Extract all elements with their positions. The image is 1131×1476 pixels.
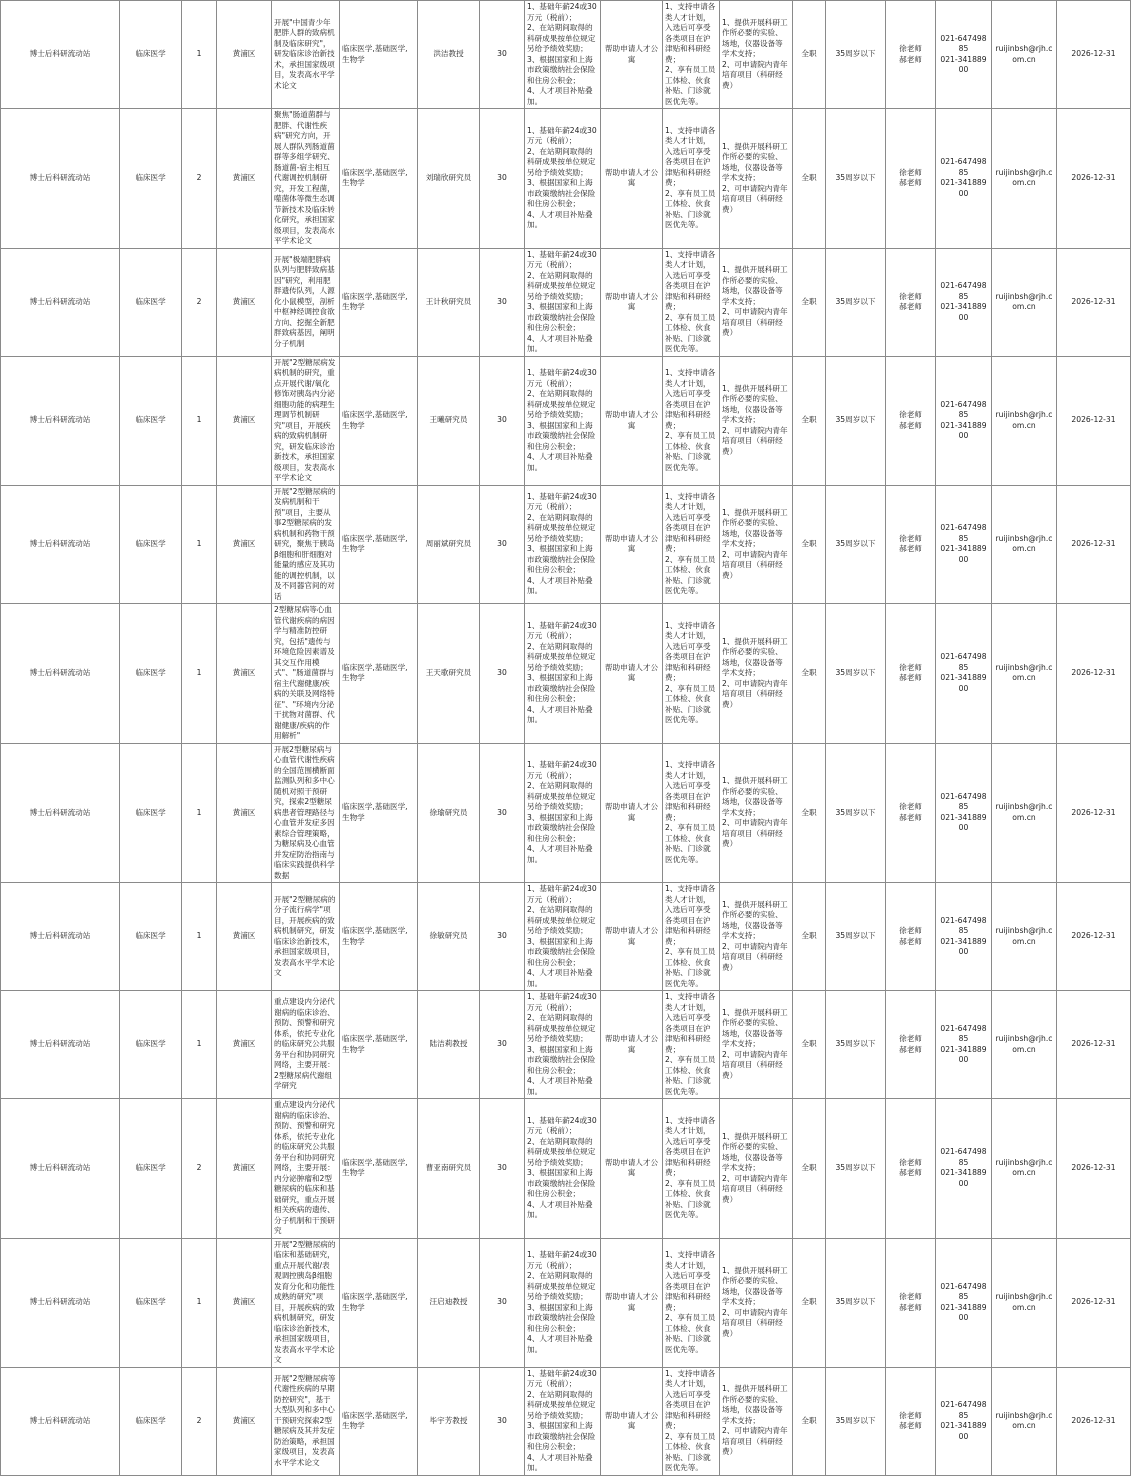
housing-cell: 帮助申请人才公寓 xyxy=(601,1099,663,1239)
deadline-cell: 2026-12-31 xyxy=(1057,356,1131,485)
benefits-cell: 1、支持申请各类人才计划，入选后可享受各类项目在沪津贴和科研经费； 2、享有员工员工体检、伙食补贴、门诊就医优先等。 xyxy=(663,883,720,991)
job-type-cell: 全职 xyxy=(793,1099,826,1239)
support-cell: 1、提供开展科研工作所必要的实验、场地，仪器设备等学术支持； 2、可申请院内青年培育项目（科研经费） xyxy=(720,1238,793,1367)
salary-num-cell: 30 xyxy=(480,743,525,883)
pay-cell: 1、基础年薪24或30万元（税前）； 2、在站期间取得的科研成果按单位规定另给予绩效奖励； 3、根据国家和上海市政策缴纳社会保险和住房公积金； 4、人才项目补贴叠加。 xyxy=(525,109,601,249)
table-row xyxy=(1,883,1131,991)
count-cell: 1 xyxy=(182,1238,217,1367)
tutor-cell: 洪洁教授 xyxy=(418,1,480,109)
deadline-cell: 2026-12-31 xyxy=(1057,248,1131,356)
salary-num-cell: 30 xyxy=(480,485,525,604)
email-cell[interactable]: ruijinbsh@rjh.com.cn xyxy=(992,109,1057,249)
count-cell: 1 xyxy=(182,604,217,744)
table-row xyxy=(1,109,1131,249)
station-cell: 博士后科研流动站 xyxy=(1,485,120,604)
project-cell: 开展"极端肥胖病队列与肥胖致病基因"研究，利用肥胖遗传队列，人源化小鼠模型，剖析中枢神经调控食欲方向、挖掘全新肥胖致病基因，阐明分子机制 xyxy=(272,248,340,356)
district-cell: 黄浦区 xyxy=(217,883,272,991)
phone-cell: 021-64749885 021-34188900 xyxy=(936,109,992,249)
station-cell: 博士后科研流动站 xyxy=(1,109,120,249)
project-cell: 开展"中国青少年肥胖人群的致病机制及临床研究"，研发临床诊治新技术，承担国家级项目，发表高水平学术论文 xyxy=(272,1,340,109)
email-cell[interactable]: ruijinbsh@rjh.com.cn xyxy=(992,485,1057,604)
tutor-cell: 刘瑞欣研究员 xyxy=(418,109,480,249)
field-cell: 临床医学,基础医学,生物学 xyxy=(340,485,418,604)
deadline-cell: 2026-12-31 xyxy=(1057,1,1131,109)
phone-cell: 021-64749885 021-34188900 xyxy=(936,1367,992,1475)
contact-cell: 徐老师 郝老师 xyxy=(886,743,936,883)
housing-cell: 帮助申请人才公寓 xyxy=(601,248,663,356)
salary-num-cell: 30 xyxy=(480,356,525,485)
email-cell[interactable]: ruijinbsh@rjh.com.cn xyxy=(992,356,1057,485)
field-cell: 临床医学,基础医学,生物学 xyxy=(340,1,418,109)
contact-cell: 徐老师 郝老师 xyxy=(886,991,936,1099)
age-cell: 35周岁以下 xyxy=(826,743,886,883)
pay-cell: 1、基础年薪24或30万元（税前）； 2、在站期间取得的科研成果按单位规定另给予绩效奖励； 3、根据国家和上海市政策缴纳社会保险和住房公积金； 4、人才项目补贴叠加。 xyxy=(525,485,601,604)
table-row xyxy=(1,356,1131,485)
job-type-cell: 全职 xyxy=(793,743,826,883)
phone-cell: 021-64749885 021-34188900 xyxy=(936,1099,992,1239)
phone-cell: 021-64749885 021-34188900 xyxy=(936,356,992,485)
district-cell: 黄浦区 xyxy=(217,743,272,883)
district-cell: 黄浦区 xyxy=(217,1367,272,1475)
deadline-cell: 2026-12-31 xyxy=(1057,485,1131,604)
benefits-cell: 1、支持申请各类人才计划，入选后可享受各类项目在沪津贴和科研经费； 2、享有员工员工体检、伙食补贴、门诊就医优先等。 xyxy=(663,1099,720,1239)
phone-cell: 021-64749885 021-34188900 xyxy=(936,1238,992,1367)
job-type-cell: 全职 xyxy=(793,1,826,109)
discipline-cell: 临床医学 xyxy=(120,1367,182,1475)
support-cell: 1、提供开展科研工作所必要的实验、场地，仪器设备等学术支持； 2、可申请院内青年培育项目（科研经费） xyxy=(720,1367,793,1475)
deadline-cell: 2026-12-31 xyxy=(1057,991,1131,1099)
support-cell: 1、提供开展科研工作所必要的实验、场地，仪器设备等学术支持； 2、可申请院内青年培育项目（科研经费） xyxy=(720,883,793,991)
contact-cell: 徐老师 郝老师 xyxy=(886,1,936,109)
deadline-cell: 2026-12-31 xyxy=(1057,1099,1131,1239)
benefits-cell: 1、支持申请各类人才计划，入选后可享受各类项目在沪津贴和科研经费； 2、享有员工员工体检、伙食补贴、门诊就医优先等。 xyxy=(663,485,720,604)
project-cell: 2型糖尿病等心血管代谢疾病的病因学与精准防控研究，包括"遗传与环境危险因素谱及其交互作用模式"、"肠道菌群与宿主代谢健康/疾病的关联及网络特征"、"环境内分泌干扰物对菌群、代谢健康/疾病的作用解析" xyxy=(272,604,340,744)
field-cell: 临床医学,基础医学,生物学 xyxy=(340,604,418,744)
field-cell: 临床医学,基础医学,生物学 xyxy=(340,743,418,883)
pay-cell: 1、基础年薪24或30万元（税前）； 2、在站期间取得的科研成果按单位规定另给予绩效奖励； 3、根据国家和上海市政策缴纳社会保险和住房公积金； 4、人才项目补贴叠加。 xyxy=(525,248,601,356)
phone-cell: 021-64749885 021-34188900 xyxy=(936,991,992,1099)
deadline-cell: 2026-12-31 xyxy=(1057,604,1131,744)
age-cell: 35周岁以下 xyxy=(826,248,886,356)
project-cell: 开展2型糖尿病与心血管代谢性疾病的全国范围横断面监测队列和多中心随机对照干预研究，探索2型糖尿病患者管理路径与心血管并发症多因素综合管理策略，为糖尿病及心血管并发症防治指南与临床实践提供科学数据 xyxy=(272,743,340,883)
job-type-cell: 全职 xyxy=(793,1238,826,1367)
job-type-cell: 全职 xyxy=(793,883,826,991)
benefits-cell: 1、支持申请各类人才计划，入选后可享受各类项目在沪津贴和科研经费； 2、享有员工员工体检、伙食补贴、门诊就医优先等。 xyxy=(663,1367,720,1475)
housing-cell: 帮助申请人才公寓 xyxy=(601,883,663,991)
station-cell: 博士后科研流动站 xyxy=(1,248,120,356)
station-cell: 博士后科研流动站 xyxy=(1,743,120,883)
count-cell: 1 xyxy=(182,991,217,1099)
discipline-cell: 临床医学 xyxy=(120,883,182,991)
salary-num-cell: 30 xyxy=(480,109,525,249)
discipline-cell: 临床医学 xyxy=(120,248,182,356)
housing-cell: 帮助申请人才公寓 xyxy=(601,743,663,883)
tutor-cell: 曹亚南研究员 xyxy=(418,1099,480,1239)
support-cell: 1、提供开展科研工作所必要的实验、场地，仪器设备等学术支持； 2、可申请院内青年培育项目（科研经费） xyxy=(720,1,793,109)
phone-cell: 021-64749885 021-34188900 xyxy=(936,485,992,604)
discipline-cell: 临床医学 xyxy=(120,1,182,109)
district-cell: 黄浦区 xyxy=(217,109,272,249)
pay-cell: 1、基础年薪24或30万元（税前）； 2、在站期间取得的科研成果按单位规定另给予绩效奖励； 3、根据国家和上海市政策缴纳社会保险和住房公积金； 4、人才项目补贴叠加。 xyxy=(525,604,601,744)
table-row xyxy=(1,1099,1131,1239)
age-cell: 35周岁以下 xyxy=(826,485,886,604)
tutor-cell: 王计秋研究员 xyxy=(418,248,480,356)
email-cell[interactable]: ruijinbsh@rjh.com.cn xyxy=(992,883,1057,991)
support-cell: 1、提供开展科研工作所必要的实验、场地，仪器设备等学术支持； 2、可申请院内青年培育项目（科研经费） xyxy=(720,604,793,744)
benefits-cell: 1、支持申请各类人才计划，入选后可享受各类项目在沪津贴和科研经费； 2、享有员工员工体检、伙食补贴、门诊就医优先等。 xyxy=(663,356,720,485)
discipline-cell: 临床医学 xyxy=(120,109,182,249)
contact-cell: 徐老师 郝老师 xyxy=(886,604,936,744)
job-type-cell: 全职 xyxy=(793,356,826,485)
project-cell: 开展"2型糖尿病发病机制的研究，重点开展代谢/氧化修饰对胰岛内分泌细胞功能的病理生理调节机制研究"项目，开展疾病的致病机制研究，研发临床诊治新技术，承担国家级项目，发表高水平学术论文 xyxy=(272,356,340,485)
deadline-cell: 2026-12-31 xyxy=(1057,109,1131,249)
benefits-cell: 1、支持申请各类人才计划，入选后可享受各类项目在沪津贴和科研经费； 2、享有员工员工体检、伙食补贴、门诊就医优先等。 xyxy=(663,604,720,744)
district-cell: 黄浦区 xyxy=(217,1099,272,1239)
table-row xyxy=(1,743,1131,883)
benefits-cell: 1、支持申请各类人才计划，入选后可享受各类项目在沪津贴和科研经费； 2、享有员工员工体检、伙食补贴、门诊就医优先等。 xyxy=(663,743,720,883)
count-cell: 1 xyxy=(182,1,217,109)
phone-cell: 021-64749885 021-34188900 xyxy=(936,604,992,744)
email-cell[interactable]: ruijinbsh@rjh.com.cn xyxy=(992,1238,1057,1367)
station-cell: 博士后科研流动站 xyxy=(1,1238,120,1367)
benefits-cell: 1、支持申请各类人才计划，入选后可享受各类项目在沪津贴和科研经费； 2、享有员工员工体检、伙食补贴、门诊就医优先等。 xyxy=(663,1,720,109)
field-cell: 临床医学,基础医学,生物学 xyxy=(340,248,418,356)
count-cell: 2 xyxy=(182,1099,217,1239)
project-cell: 聚焦"肠道菌群与肥胖、代谢性疾病"研究方向，开展人群队列肠道菌群等多组学研究、肠道菌-宿主相互代谢调控机制研究，开发工程菌，噬菌体等微生态调节新技术及临床转化研究，承担国家级项目，发表高水平学术论文 xyxy=(272,109,340,249)
housing-cell: 帮助申请人才公寓 xyxy=(601,1,663,109)
email-cell[interactable]: ruijinbsh@rjh.com.cn xyxy=(992,1367,1057,1475)
count-cell: 2 xyxy=(182,248,217,356)
count-cell: 1 xyxy=(182,356,217,485)
count-cell: 1 xyxy=(182,485,217,604)
salary-num-cell: 30 xyxy=(480,1099,525,1239)
benefits-cell: 1、支持申请各类人才计划，入选后可享受各类项目在沪津贴和科研经费； 2、享有员工员工体检、伙食补贴、门诊就医优先等。 xyxy=(663,248,720,356)
pay-cell: 1、基础年薪24或30万元（税前）； 2、在站期间取得的科研成果按单位规定另给予绩效奖励； 3、根据国家和上海市政策缴纳社会保险和住房公积金； 4、人才项目补贴叠加。 xyxy=(525,356,601,485)
field-cell: 临床医学,基础医学,生物学 xyxy=(340,1238,418,1367)
phone-cell: 021-64749885 021-34188900 xyxy=(936,883,992,991)
tutor-cell: 陆洁莉教授 xyxy=(418,991,480,1099)
support-cell: 1、提供开展科研工作所必要的实验、场地，仪器设备等学术支持； 2、可申请院内青年培育项目（科研经费） xyxy=(720,248,793,356)
pay-cell: 1、基础年薪24或30万元（税前）； 2、在站期间取得的科研成果按单位规定另给予绩效奖励； 3、根据国家和上海市政策缴纳社会保险和住房公积金； 4、人才项目补贴叠加。 xyxy=(525,1,601,109)
tutor-cell: 王天歌研究员 xyxy=(418,604,480,744)
age-cell: 35周岁以下 xyxy=(826,1238,886,1367)
contact-cell: 徐老师 郝老师 xyxy=(886,356,936,485)
contact-cell: 徐老师 郝老师 xyxy=(886,1099,936,1239)
contact-cell: 徐老师 郝老师 xyxy=(886,1238,936,1367)
tutor-cell: 王曦研究员 xyxy=(418,356,480,485)
phone-cell: 021-64749885 021-34188900 xyxy=(936,743,992,883)
job-type-cell: 全职 xyxy=(793,1367,826,1475)
table-row xyxy=(1,1,1131,109)
discipline-cell: 临床医学 xyxy=(120,1238,182,1367)
email-cell[interactable]: ruijinbsh@rjh.com.cn xyxy=(992,1099,1057,1239)
housing-cell: 帮助申请人才公寓 xyxy=(601,604,663,744)
table-body xyxy=(1,1,1131,1476)
station-cell: 博士后科研流动站 xyxy=(1,604,120,744)
age-cell: 35周岁以下 xyxy=(826,991,886,1099)
job-type-cell: 全职 xyxy=(793,109,826,249)
field-cell: 临床医学,基础医学,生物学 xyxy=(340,991,418,1099)
pay-cell: 1、基础年薪24或30万元（税前）； 2、在站期间取得的科研成果按单位规定另给予绩效奖励； 3、根据国家和上海市政策缴纳社会保险和住房公积金； 4、人才项目补贴叠加。 xyxy=(525,1238,601,1367)
tutor-cell: 徐敏研究员 xyxy=(418,883,480,991)
tutor-cell: 徐瑜研究员 xyxy=(418,743,480,883)
discipline-cell: 临床医学 xyxy=(120,1099,182,1239)
contact-cell: 徐老师 郝老师 xyxy=(886,248,936,356)
count-cell: 1 xyxy=(182,743,217,883)
housing-cell: 帮助申请人才公寓 xyxy=(601,1367,663,1475)
field-cell: 临床医学,基础医学,生物学 xyxy=(340,883,418,991)
salary-num-cell: 30 xyxy=(480,248,525,356)
benefits-cell: 1、支持申请各类人才计划，入选后可享受各类项目在沪津贴和科研经费； 2、享有员工员工体检、伙食补贴、门诊就医优先等。 xyxy=(663,1238,720,1367)
deadline-cell: 2026-12-31 xyxy=(1057,1238,1131,1367)
email-cell[interactable]: ruijinbsh@rjh.com.cn xyxy=(992,248,1057,356)
table-row xyxy=(1,485,1131,604)
discipline-cell: 临床医学 xyxy=(120,485,182,604)
phone-cell: 021-64749885 021-34188900 xyxy=(936,1,992,109)
tutor-cell: 周丽斌研究员 xyxy=(418,485,480,604)
table-row xyxy=(1,248,1131,356)
pay-cell: 1、基础年薪24或30万元（税前）； 2、在站期间取得的科研成果按单位规定另给予绩效奖励； 3、根据国家和上海市政策缴纳社会保险和住房公积金； 4、人才项目补贴叠加。 xyxy=(525,883,601,991)
age-cell: 35周岁以下 xyxy=(826,109,886,249)
project-cell: 开展"2型糖尿病的临床和基础研究，重点开展代谢/表观调控胰岛β细胞发育分化和功能性成熟的研究"项目，开展疾病的致病机制研究，研发临床诊治新技术，承担国家级项目，发表高水平学术论文 xyxy=(272,1238,340,1367)
pay-cell: 1、基础年薪24或30万元（税前）； 2、在站期间取得的科研成果按单位规定另给予绩效奖励； 3、根据国家和上海市政策缴纳社会保险和住房公积金； 4、人才项目补贴叠加。 xyxy=(525,743,601,883)
age-cell: 35周岁以下 xyxy=(826,883,886,991)
field-cell: 临床医学,基础医学,生物学 xyxy=(340,1099,418,1239)
housing-cell: 帮助申请人才公寓 xyxy=(601,1238,663,1367)
support-cell: 1、提供开展科研工作所必要的实验、场地，仪器设备等学术支持； 2、可申请院内青年培育项目（科研经费） xyxy=(720,356,793,485)
station-cell: 博士后科研流动站 xyxy=(1,1367,120,1475)
discipline-cell: 临床医学 xyxy=(120,743,182,883)
salary-num-cell: 30 xyxy=(480,604,525,744)
station-cell: 博士后科研流动站 xyxy=(1,883,120,991)
email-cell[interactable]: ruijinbsh@rjh.com.cn xyxy=(992,743,1057,883)
project-cell: 重点建设内分泌代谢病的临床诊治、预防、预警和研究体系，依托专业化的临床研究公共服务平台和协同研究网络，主要开展：2型糖尿病代谢组学研究 xyxy=(272,991,340,1099)
salary-num-cell: 30 xyxy=(480,1367,525,1475)
station-cell: 博士后科研流动站 xyxy=(1,1099,120,1239)
benefits-cell: 1、支持申请各类人才计划，入选后可享受各类项目在沪津贴和科研经费； 2、享有员工员工体检、伙食补贴、门诊就医优先等。 xyxy=(663,991,720,1099)
tutor-cell: 汪启迪教授 xyxy=(418,1238,480,1367)
deadline-cell: 2026-12-31 xyxy=(1057,883,1131,991)
district-cell: 黄浦区 xyxy=(217,1238,272,1367)
job-type-cell: 全职 xyxy=(793,248,826,356)
project-cell: 开展"2型糖尿病的发病机制和干预"项目，主要从事2型糖尿病的发病机制和药物干预研究，聚焦于胰岛β细胞和肝细胞对能量的感应及其功能的调控机制，以及不同器官间的对话 xyxy=(272,485,340,604)
tutor-cell: 毕宇芳教授 xyxy=(418,1367,480,1475)
contact-cell: 徐老师 郝老师 xyxy=(886,109,936,249)
station-cell: 博士后科研流动站 xyxy=(1,991,120,1099)
discipline-cell: 临床医学 xyxy=(120,356,182,485)
station-cell: 博士后科研流动站 xyxy=(1,356,120,485)
discipline-cell: 临床医学 xyxy=(120,991,182,1099)
benefits-cell: 1、支持申请各类人才计划，入选后可享受各类项目在沪津贴和科研经费； 2、享有员工员工体检、伙食补贴、门诊就医优先等。 xyxy=(663,109,720,249)
district-cell: 黄浦区 xyxy=(217,1,272,109)
district-cell: 黄浦区 xyxy=(217,485,272,604)
age-cell: 35周岁以下 xyxy=(826,1099,886,1239)
support-cell: 1、提供开展科研工作所必要的实验、场地，仪器设备等学术支持； 2、可申请院内青年培育项目（科研经费） xyxy=(720,991,793,1099)
contact-cell: 徐老师 郝老师 xyxy=(886,485,936,604)
age-cell: 35周岁以下 xyxy=(826,1367,886,1475)
project-cell: 开展"2型糖尿病的分子流行病学"项目，开展疾病的致病机制研究，研发临床诊治新技术，承担国家级项目，发表高水平学术论文 xyxy=(272,883,340,991)
district-cell: 黄浦区 xyxy=(217,248,272,356)
age-cell: 35周岁以下 xyxy=(826,1,886,109)
count-cell: 2 xyxy=(182,109,217,249)
housing-cell: 帮助申请人才公寓 xyxy=(601,109,663,249)
pay-cell: 1、基础年薪24或30万元（税前）； 2、在站期间取得的科研成果按单位规定另给予绩效奖励； 3、根据国家和上海市政策缴纳社会保险和住房公积金； 4、人才项目补贴叠加。 xyxy=(525,1367,601,1475)
field-cell: 临床医学,基础医学,生物学 xyxy=(340,109,418,249)
support-cell: 1、提供开展科研工作所必要的实验、场地，仪器设备等学术支持； 2、可申请院内青年培育项目（科研经费） xyxy=(720,109,793,249)
discipline-cell: 临床医学 xyxy=(120,604,182,744)
job-type-cell: 全职 xyxy=(793,604,826,744)
pay-cell: 1、基础年薪24或30万元（税前）； 2、在站期间取得的科研成果按单位规定另给予绩效奖励； 3、根据国家和上海市政策缴纳社会保险和住房公积金； 4、人才项目补贴叠加。 xyxy=(525,991,601,1099)
table-row xyxy=(1,1367,1131,1475)
age-cell: 35周岁以下 xyxy=(826,604,886,744)
project-cell: 重点建设内分泌代谢病的临床诊治、预防、预警和研究体系，依托专业化的临床研究公共服务平台和协同研究网络，主要开展：内分泌肿瘤和2型糖尿病的临床和基础研究，重点开展相关疾病的遗传、分子机制和干预研究 xyxy=(272,1099,340,1239)
salary-num-cell: 30 xyxy=(480,991,525,1099)
job-type-cell: 全职 xyxy=(793,991,826,1099)
salary-num-cell: 30 xyxy=(480,1238,525,1367)
district-cell: 黄浦区 xyxy=(217,356,272,485)
support-cell: 1、提供开展科研工作所必要的实验、场地，仪器设备等学术支持； 2、可申请院内青年培育项目（科研经费） xyxy=(720,485,793,604)
housing-cell: 帮助申请人才公寓 xyxy=(601,485,663,604)
deadline-cell: 2026-12-31 xyxy=(1057,1367,1131,1475)
project-cell: 开展"2型糖尿病等代谢性疾病的早期防控研究"，基于大型队列和多中心干预研究探索2型糖尿病及其并发症防治策略，承担国家级项目，发表高水平学术论文 xyxy=(272,1367,340,1475)
pay-cell: 1、基础年薪24或30万元（税前）； 2、在站期间取得的科研成果按单位规定另给予绩效奖励； 3、根据国家和上海市政策缴纳社会保险和住房公积金； 4、人才项目补贴叠加。 xyxy=(525,1099,601,1239)
job-type-cell: 全职 xyxy=(793,485,826,604)
station-cell: 博士后科研流动站 xyxy=(1,1,120,109)
phone-cell: 021-64749885 021-34188900 xyxy=(936,248,992,356)
contact-cell: 徐老师 郝老师 xyxy=(886,883,936,991)
salary-num-cell: 30 xyxy=(480,883,525,991)
salary-num-cell: 30 xyxy=(480,1,525,109)
support-cell: 1、提供开展科研工作所必要的实验、场地，仪器设备等学术支持； 2、可申请院内青年培育项目（科研经费） xyxy=(720,743,793,883)
support-cell: 1、提供开展科研工作所必要的实验、场地，仪器设备等学术支持； 2、可申请院内青年培育项目（科研经费） xyxy=(720,1099,793,1239)
count-cell: 2 xyxy=(182,1367,217,1475)
table-row xyxy=(1,604,1131,744)
district-cell: 黄浦区 xyxy=(217,991,272,1099)
email-cell[interactable]: ruijinbsh@rjh.com.cn xyxy=(992,991,1057,1099)
age-cell: 35周岁以下 xyxy=(826,356,886,485)
table-row xyxy=(1,1238,1131,1367)
email-cell[interactable]: ruijinbsh@rjh.com.cn xyxy=(992,1,1057,109)
housing-cell: 帮助申请人才公寓 xyxy=(601,991,663,1099)
deadline-cell: 2026-12-31 xyxy=(1057,743,1131,883)
email-cell[interactable]: ruijinbsh@rjh.com.cn xyxy=(992,604,1057,744)
field-cell: 临床医学,基础医学,生物学 xyxy=(340,1367,418,1475)
district-cell: 黄浦区 xyxy=(217,604,272,744)
housing-cell: 帮助申请人才公寓 xyxy=(601,356,663,485)
contact-cell: 徐老师 郝老师 xyxy=(886,1367,936,1475)
field-cell: 临床医学,基础医学,生物学 xyxy=(340,356,418,485)
table-row xyxy=(1,991,1131,1099)
count-cell: 1 xyxy=(182,883,217,991)
